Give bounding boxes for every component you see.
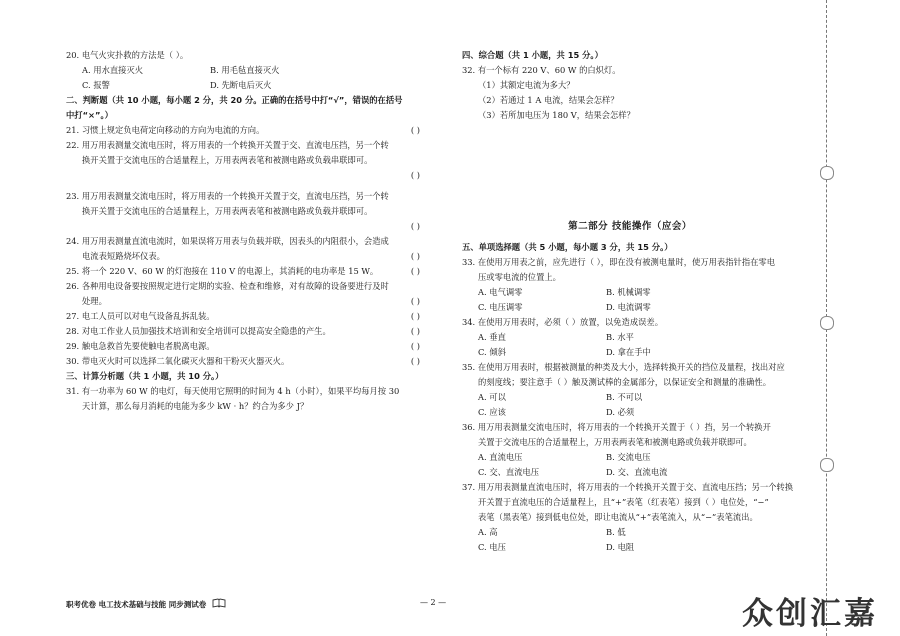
option-a: A. 电气调零 [478, 287, 523, 297]
option-d: D. 交、直流电流 [606, 467, 668, 477]
question-stem-cont: 换开关置于交流电压的合适量程上，万用表两表笔和被测电路或负载并联即可。 [82, 206, 373, 216]
answer-parentheses: ( ) [410, 341, 420, 351]
answer-parentheses: ( ) [410, 125, 420, 135]
question-stem: 23. 用万用表测量交流电压时，将万用表的一个转换开关置于交，直流电压挡，另一个转 [66, 191, 389, 201]
option-c: C. 交、直流电压 [478, 467, 540, 477]
options-row [66, 78, 426, 93]
section-heading-judgement: 二、判断题（共 10 小题，每小题 2 分，共 20 分。正确的在括号中打“√”，错误的在括号 [66, 95, 403, 105]
option-b: B. 用毛毡直接灭火 [210, 65, 280, 75]
answer-parentheses: ( ) [410, 221, 420, 231]
options-row [462, 285, 798, 300]
question-29 [66, 339, 426, 354]
options-row [462, 540, 798, 555]
question-stem: 34. 在使用万用表时，必须（ ）放置，以免造成误差。 [462, 317, 664, 327]
answer-parentheses: ( ) [410, 170, 420, 180]
option-b: B. 水平 [606, 332, 634, 342]
option-a: A. 可以 [478, 392, 506, 402]
option-c: C. 报警 [82, 80, 110, 90]
footer-title-text: 职考优卷 电工技术基础与技能 同步测试卷 [66, 599, 207, 609]
answer-parentheses: ( ) [410, 266, 420, 276]
part-title: 第二部分 技能操作（应会） [568, 221, 692, 232]
question-stem: 31. 有一功率为 60 W 的电灯，每天使用它照明的时间为 4 h（小时），如果平均每月按 30 [66, 386, 400, 396]
footer-series-title [66, 598, 226, 610]
question-stem-cont: 处理。 [82, 296, 107, 306]
right-column [462, 48, 798, 555]
question-28 [66, 324, 426, 339]
question-26 [66, 279, 426, 309]
question-stem-cont: 换开关置于交流电压的合适量程上，万用表两表笔和被测电路或负载串联即可。 [82, 155, 373, 165]
question-24 [66, 234, 426, 264]
question-stem: 28. 对电工作业人员加强技术培训和安全培训可以提高安全隐患的产生。 [66, 326, 331, 336]
question-stem-cont: 天计算，那么每月消耗的电能为多少 kW · h？约合为多少 J？ [82, 401, 309, 411]
question-stem: 33. 在使用万用表之前，应先进行（ ），即在没有被测电量时，使万用表指针指在零电 [462, 257, 776, 267]
section-heading-single-choice: 五、单项选择题（共 5 小题，每小题 3 分，共 15 分。） [462, 242, 673, 252]
options-row [462, 300, 798, 315]
question-23 [66, 189, 426, 234]
option-b: B. 不可以 [606, 392, 643, 402]
option-c: C. 电压调零 [478, 302, 523, 312]
options-row [462, 525, 798, 540]
answer-parentheses: ( ) [410, 296, 420, 306]
question-stem: 35. 在使用万用表时，根据被测量的种类及大小，选择转换开关的挡位及量程，找出对应 [462, 362, 785, 372]
options-row [462, 405, 798, 420]
question-37 [462, 480, 798, 555]
option-d: D. 必须 [606, 407, 635, 417]
watermark-logo: 众创汇嘉 [742, 596, 878, 632]
question-stem: 36. 用万用表测量交流电压时，将万用表的一个转换开关置于（ ）挡，另一个转换开 [462, 422, 771, 432]
option-a: A. 垂直 [478, 332, 506, 342]
book-icon [212, 598, 226, 610]
option-b: B. 交流电压 [606, 452, 651, 462]
question-stem: 20. 电气火灾扑救的方法是（ ）。 [66, 50, 189, 60]
option-a: A. 用水直接灭火 [82, 65, 144, 75]
answer-parentheses: ( ) [410, 356, 420, 366]
question-34 [462, 315, 798, 360]
page-number: — 2 — [420, 598, 447, 607]
question-stem-cont: 关置于交流电压的合适量程上，万用表两表笔和被测电路或负载并联即可。 [478, 437, 752, 447]
answer-parentheses: ( ) [410, 311, 420, 321]
option-b: B. 机械调零 [606, 287, 651, 297]
question-36 [462, 420, 798, 480]
option-c: C. 电压 [478, 542, 506, 552]
question-32 [462, 63, 798, 123]
options-row [462, 330, 798, 345]
punch-hole [820, 166, 834, 180]
question-stem: 22. 用万用表测量交流电压时，将万用表的一个转换开关置于交、直流电压挡，另一个转 [66, 140, 389, 150]
question-27 [66, 309, 426, 324]
sub-question: （1）其额定电流为多大？ [478, 80, 575, 90]
question-stem: 29. 触电急救首先要使触电者脱离电源。 [66, 341, 215, 351]
option-c: C. 倾斜 [478, 347, 506, 357]
section-heading-calculation: 三、计算分析题（共 1 小题，共 10 分。） [66, 371, 224, 381]
sub-question: （3）若所加电压为 180 V，结果会怎样？ [478, 110, 635, 120]
question-stem: 25. 将一个 220 V、60 W 的灯泡接在 110 V 的电源上，其消耗的电功率是 15 W。 [66, 266, 379, 276]
options-row [66, 63, 426, 78]
question-stem: 24. 用万用表测量直流电流时，如果误将万用表与负载并联，因表头的内阻很小，会造成 [66, 236, 389, 246]
question-21 [66, 123, 426, 138]
question-stem-cont: 的刻度线；要注意手（ ）触及测试棒的金属部分，以保证安全和测量的准确性。 [478, 377, 772, 387]
punch-hole [820, 458, 834, 472]
left-column [66, 48, 426, 414]
question-30 [66, 354, 426, 369]
question-stem-cont: 表笔（黑表笔）接到低电位处，即让电流从“+”表笔流入，从“−”表笔流出。 [478, 512, 758, 522]
question-25 [66, 264, 426, 279]
option-d: D. 电流调零 [606, 302, 651, 312]
punch-hole [820, 316, 834, 330]
option-a: A. 直流电压 [478, 452, 523, 462]
section-heading-judgement-cont: 中打“×”。） [66, 110, 113, 120]
question-stem: 37. 用万用表测量直流电压时，将万用表的一个转换开关置于交、直流电压挡；另一个转换 [462, 482, 794, 492]
question-31 [66, 384, 426, 414]
answer-parentheses: ( ) [410, 326, 420, 336]
options-row [462, 345, 798, 360]
options-row [462, 465, 798, 480]
options-row [462, 450, 798, 465]
option-b: B. 低 [606, 527, 626, 537]
option-d: D. 拿在手中 [606, 347, 651, 357]
question-33 [462, 255, 798, 315]
question-stem-cont: 电流表短路烧坏仪表。 [82, 251, 165, 261]
question-stem: 26. 各种用电设备要按照规定进行定期的实验、检查和维修，对有故障的设备要进行及时 [66, 281, 389, 291]
question-35 [462, 360, 798, 420]
question-stem: 32. 有一个标有 220 V、60 W 的白炽灯。 [462, 65, 621, 75]
option-d: D. 电阻 [606, 542, 635, 552]
question-stem: 21. 习惯上规定负电荷定向移动的方向为电流的方向。 [66, 125, 265, 135]
question-stem-cont: 开关置于直流电压的合适量程上，且“+”表笔（红表笔）接到（ ）电位处，“−” [478, 497, 769, 507]
sub-question: （2）若通过 1 A 电流，结果会怎样？ [478, 95, 619, 105]
option-a: A. 高 [478, 527, 498, 537]
question-22 [66, 138, 426, 183]
option-c: C. 应该 [478, 407, 506, 417]
section-heading-comprehensive: 四、综合题（共 1 小题，共 15 分。） [462, 50, 603, 60]
options-row [462, 390, 798, 405]
question-stem-cont: 压或零电流的位置上。 [478, 272, 561, 282]
question-stem: 27. 电工人员可以对电气设备乱拆乱装。 [66, 311, 215, 321]
question-20 [66, 48, 426, 93]
option-d: D. 先断电后灭火 [210, 80, 272, 90]
question-stem: 30. 带电灭火时可以选择二氧化碳灭火器和干粉灭火器灭火。 [66, 356, 290, 366]
answer-parentheses: ( ) [410, 251, 420, 261]
